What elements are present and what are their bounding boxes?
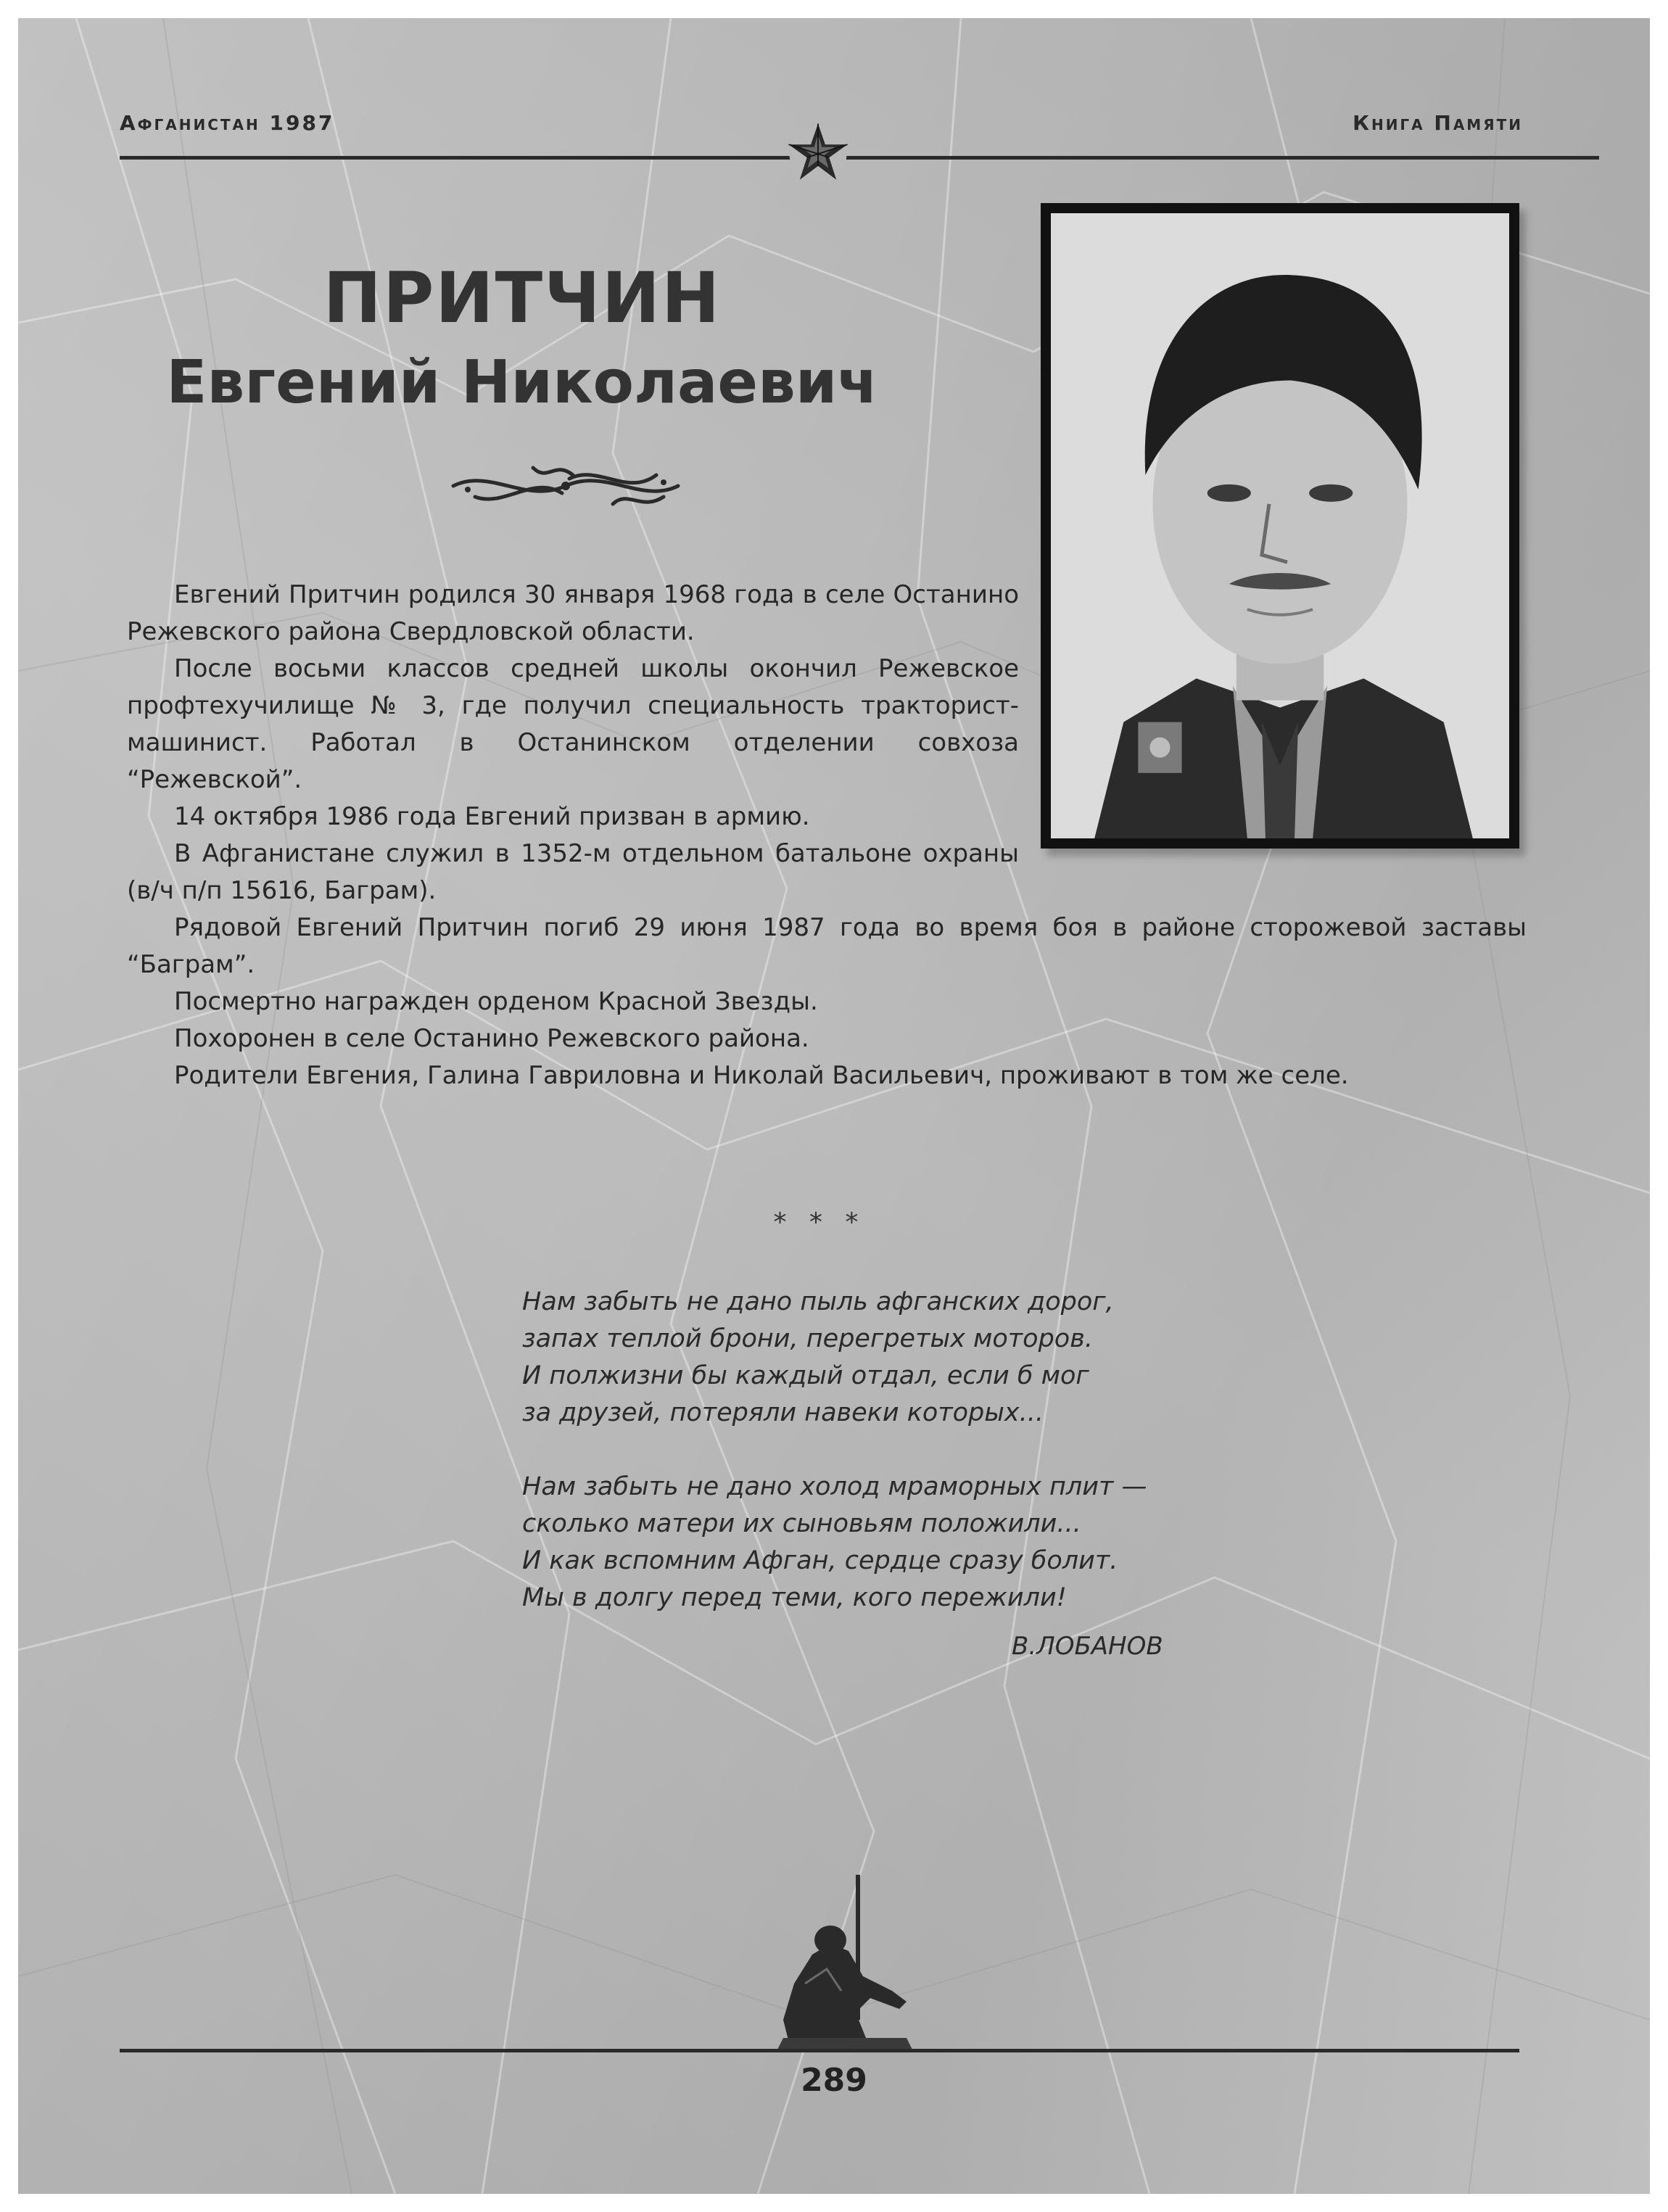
poem-line: Мы в долгу перед теми, кого пережили! [522,1583,1067,1612]
poem-stanza [522,1284,1392,1432]
bio-paragraph: В Афганистане служил в 1352-м отдельном батальоне охраны (в/ч п/п 15616, Баграм). [127,839,1019,905]
bio-paragraph: Посмертно награжден орденом Красной Звезды. [174,987,818,1016]
poem-line: запах теплой брони, перегретых моторов. [522,1324,1093,1353]
poem-author: В.ЛОБАНОВ [1012,1632,1163,1661]
bio-paragraph: 14 октября 1986 года Евгений призван в армию. [174,802,810,831]
section-separator: * * * [773,1208,866,1237]
poem-line: сколько матери их сыновьям положили... [522,1509,1081,1538]
poem-line: И полжизни бы каждый отдал, если б мог [522,1361,1089,1390]
poem [522,1284,1392,1654]
ornament-flourish-icon [446,453,685,519]
biography-text [127,577,1527,1094]
running-head-left: Афганистан 1987 [120,111,335,135]
running-head-right: Книга Памяти [1353,111,1523,135]
bio-paragraph: Евгений Притчин родился 30 января 1968 года в селе Останино Режевского района Свердловской области. [127,580,1019,646]
person-surname: ПРИТЧИН [323,257,722,339]
page-sheet [18,18,1650,2194]
bio-paragraph: Рядовой Евгений Притчин погиб 29 июня 1987 года во время боя в районе сторожевой заставы “Баграм”. [127,913,1527,979]
page-number: 289 [801,2062,867,2099]
poem-stanza [522,1469,1392,1617]
military-star-icon [785,120,851,185]
mourning-soldier-icon [761,1875,928,2052]
bio-paragraph: Родители Евгения, Галина Гавриловна и Николай Васильевич, проживают в том же селе. [174,1061,1349,1090]
poem-line: И как вспомним Афган, сердце сразу болит. [522,1546,1118,1575]
bio-paragraph: После восьми классов средней школы окончил Режевское профтехучилище № 3, где получил специальность тракторист-машинист. Работал в Останинском отделении совхоза “Режевской”. [127,654,1019,794]
person-given-names: Евгений Николаевич [166,348,878,417]
bio-paragraph: Похоронен в селе Останино Режевского района. [174,1024,809,1053]
poem-line: Нам забыть не дано холод мраморных плит — [522,1472,1147,1501]
poem-line: за друзей, потеряли навеки которых... [522,1398,1044,1427]
footer-rule [120,2049,1519,2052]
poem-line: Нам забыть не дано пыль афганских дорог, [522,1287,1114,1316]
header-rule [120,156,1599,160]
